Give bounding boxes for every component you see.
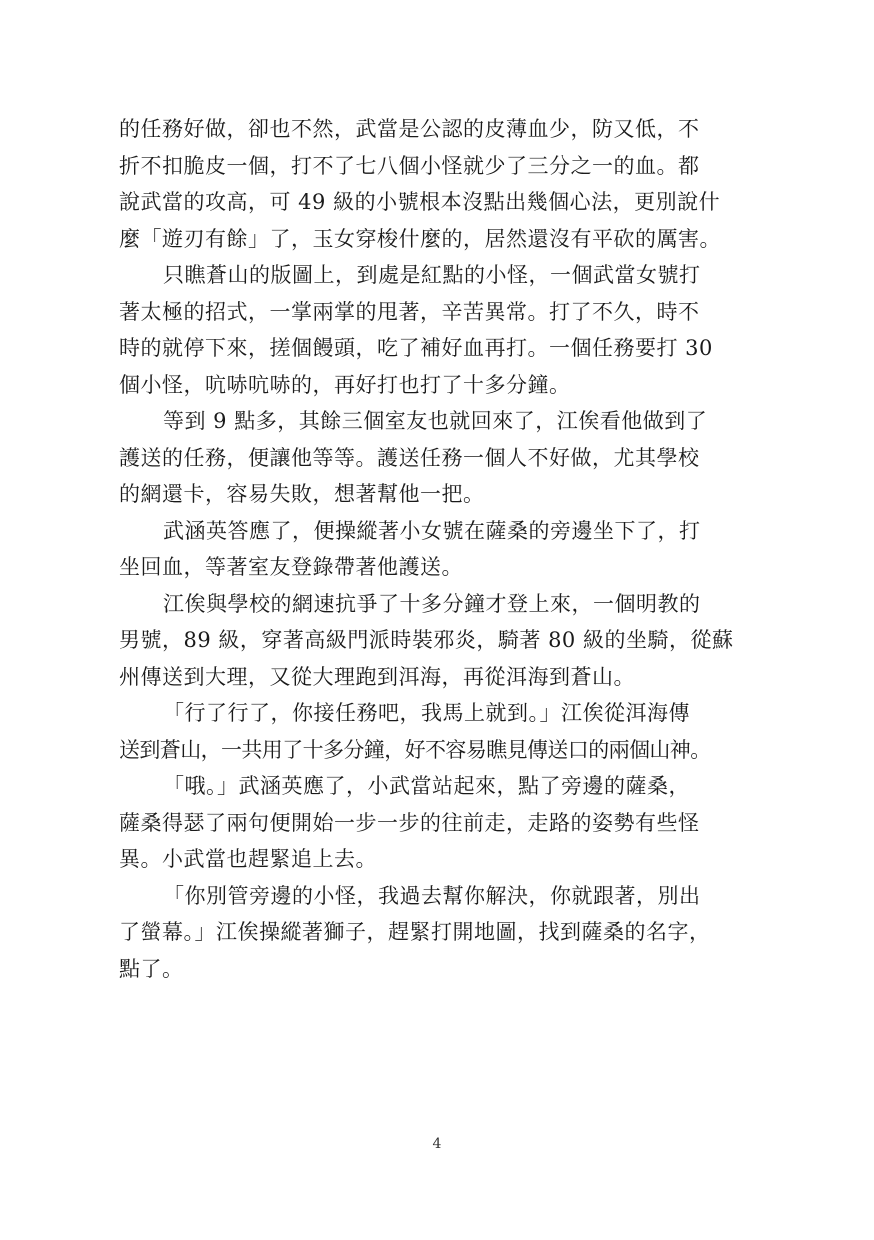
- text-line: 點了。: [119, 956, 184, 981]
- text-line: 時的就停下來，搓個饅頭，吃了補好血再打。一個任務要打 30: [119, 336, 713, 360]
- text-line: 送到蒼山，一共用了十多分鐘，好不容易瞧見傳送口的兩個山神。: [119, 737, 711, 762]
- text-line: 江俟與學校的網速抗爭了十多分鐘才登上來，一個明教的: [163, 591, 701, 616]
- text-line: 麼「遊刃有餘」了，玉女穿梭什麼的，居然還沒有平砍的厲害。: [119, 226, 721, 251]
- text-line: 只瞧蒼山的版圖上，到處是紅點的小怪，一個武當女號打: [163, 263, 701, 287]
- text-line: 了螢幕。」江俟操縱著獅子，趕緊打開地圖，找到薩桑的名字，: [119, 920, 711, 944]
- text-line: 州傳送到大理，又從大理跑到洱海，再從洱海到蒼山。: [119, 664, 635, 689]
- text-line: 著太極的招式，一掌兩掌的甩著，辛苦異常。打了不久，時不: [119, 299, 700, 324]
- text-line: 的網還卡，容易失敗，想著幫他一把。: [119, 482, 485, 506]
- text-line: 「哦。」武涵英應了，小武當站起來，點了旁邊的薩桑，: [163, 774, 690, 798]
- text-line: 坐回血，等著室友登錄帶著他護送。: [119, 555, 463, 579]
- text-line: 的任務好做，卻也不然，武當是公認的皮薄血少，防又低，不: [119, 117, 700, 141]
- text-line: 「你別管旁邊的小怪，我過去幫你解決，你就跟著，別出: [163, 883, 701, 908]
- text-line: 說武當的攻高，可 49 級的小號根本沒點出幾個心法，更別說什: [119, 190, 721, 214]
- text-line: 薩桑得瑟了兩句便開始一步一步的往前走，走路的姿勢有些怪: [119, 810, 700, 835]
- text-line: 護送的任務，便讓他等等。護送任務一個人不好做，尤其學校: [119, 445, 700, 470]
- text-line: 異。小武當也趕緊追上去。: [119, 847, 377, 871]
- text-line: 男號，89 級，穿著高級門派時裝邪炎，騎著 80 級的坐騎，從蘇: [119, 628, 734, 652]
- text-line: 個小怪，吭哧吭哧的，再好打也打了十多分鐘。: [119, 372, 571, 397]
- text-line: 武涵英答應了，便操縱著小女號在薩桑的旁邊坐下了，打: [163, 518, 701, 543]
- text-line: 等到 9 點多，其餘三個室友也就回來了，江俟看他做到了: [163, 409, 708, 433]
- page-number: 4: [432, 1136, 442, 1152]
- text-line: 折不扣脆皮一個，打不了七八個小怪就少了三分之一的血。都: [119, 153, 700, 178]
- body-text: [119, 111, 759, 987]
- text-line: 「行了行了，你接任務吧，我馬上就到。」江俟從洱海傳: [163, 701, 690, 725]
